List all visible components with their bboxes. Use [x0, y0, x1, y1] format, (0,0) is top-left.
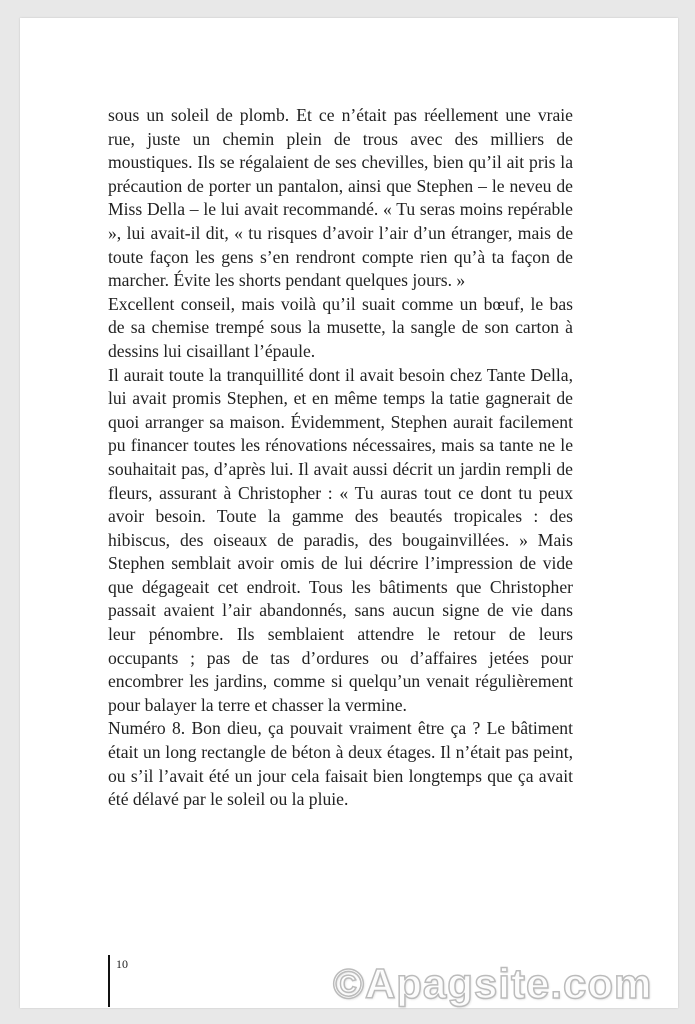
body-text	[108, 104, 573, 812]
page-number: 10	[116, 957, 128, 971]
paragraph-3: Il aurait toute la tranquillité dont il avait besoin chez Tante Della, lui avait promis Stephen, et en même temps la tatie gagnerait de quoi arranger sa maison. Évidemment, Stephen aurait facilement pu financer toutes les rénovations nécessaires, mais sa tante ne le souhaitait pas, d’après lui. Il avait aussi décrit un jardin rempli de fleurs, assurant à Christopher : « Tu auras tout ce dont tu peux avoir besoin. Toute la gamme des beautés tropicales : des hibiscus, des oiseaux de paradis, des bougainvillées. » Mais Stephen semblait avoir omis de lui décrire l’impression de vide que dégageait cet endroit. Tous les bâtiments que Christopher passait avaient l’air abandonnés, sans aucun signe de vie dans leur pénombre. Ils semblaient attendre le retour de leurs occupants ; pas de tas d’ordures ou d’affaires jetées pour encombrer les jardins, comme si quelqu’un venait régulièrement pour balayer la terre et chasser la vermine.	[108, 364, 573, 715]
paragraph-1: sous un soleil de plomb. Et ce n’était pas réellement une vraie rue, juste un chemin plein de trous avec des milliers de moustiques. Ils se régalaient de ses chevilles, bien qu’il ait pris la précaution de porter un pantalon, ainsi que Stephen – le neveu de Miss Della – le lui avait recommandé. « Tu seras moins repérable », lui avait-il dit, « tu risques d’avoir l’air d’un étranger, mais de toute façon les gens s’en rendront compte rien qu’à ta façon de marcher. Évite les shorts pendant quelques jours. »	[108, 105, 573, 291]
footer-rule	[108, 955, 110, 1007]
paragraph-2: Excellent conseil, mais voilà qu’il suait comme un bœuf, le bas de sa chemise trempé sous la musette, la sangle de son carton à dessins lui cisaillant l’épaule.	[108, 293, 573, 361]
paragraph-4: Numéro 8. Bon dieu, ça pouvait vraiment être ça ? Le bâtiment était un long rectangle de béton à deux étages. Il n’était pas peint, ou s’il l’avait été un jour cela faisait bien longtemps que ça avait été délavé par le soleil ou la pluie.	[108, 718, 573, 810]
watermark: ©Apagsite.com	[333, 960, 653, 1007]
